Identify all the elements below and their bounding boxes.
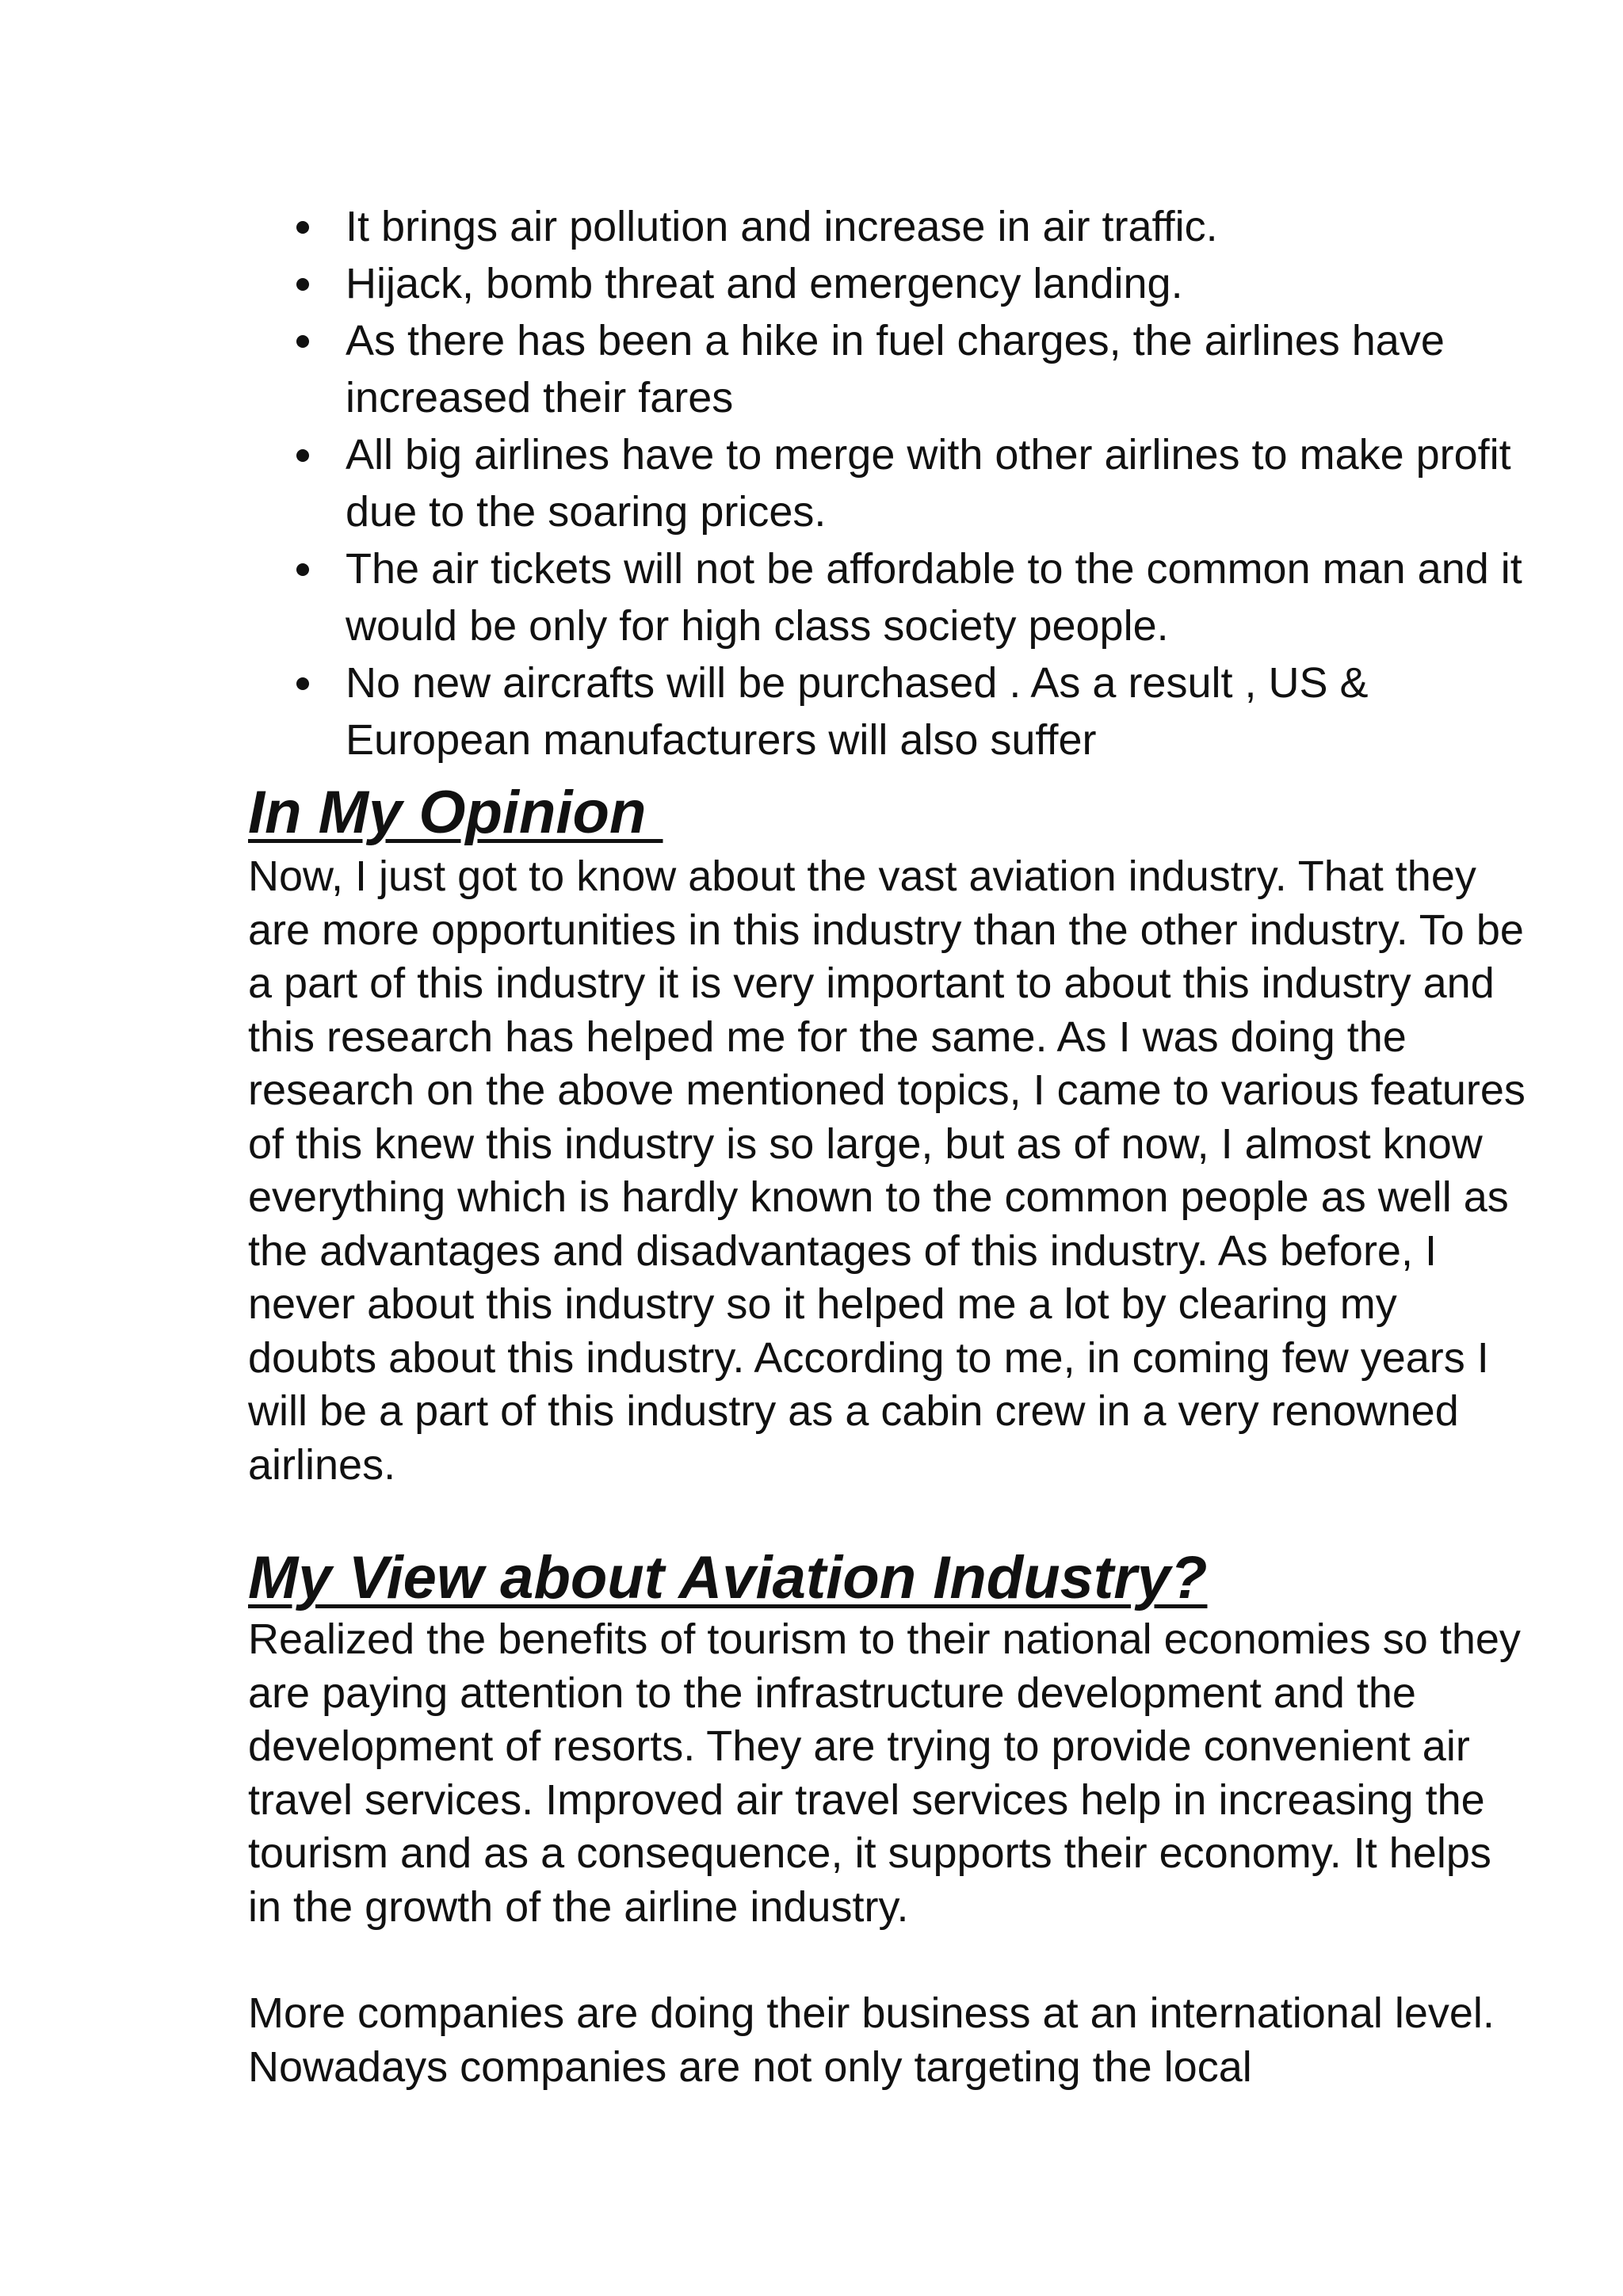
opinion-heading: In My Opinion — [248, 779, 663, 846]
bullet-item — [293, 312, 1529, 426]
bullet-item — [293, 540, 1529, 654]
bullet-item — [293, 654, 1529, 769]
view-heading: My View about Aviation Industry? — [248, 1544, 1208, 1611]
bullet-item — [293, 255, 1529, 312]
bullet-icon — [296, 278, 309, 291]
bullet-icon — [296, 449, 309, 462]
bullet-text: It brings air pollution and increase in air traffic. — [346, 203, 1218, 250]
bullet-text: The air tickets will not be affordable to the common man and it would be only for high class society people. — [346, 545, 1522, 650]
bullet-text: Hijack, bomb threat and emergency landing. — [346, 260, 1183, 307]
view-paragraph-1: Realized the benefits of tourism to their national economies so they are paying attention to the infrastructure development and the development of resorts. They are trying to provide convenient air travel services. Improved air travel services help in increasing the tourism and as a consequence, it supports their economy. It helps in the growth of the airline industry. — [248, 1615, 1521, 1931]
bullet-icon — [296, 563, 309, 576]
bullet-text: As there has been a hike in fuel charges, the airlines have increased their fares — [346, 317, 1445, 421]
bullet-item — [293, 198, 1529, 255]
bullet-icon — [296, 221, 309, 234]
bullet-text: All big airlines have to merge with other airlines to make profit due to the soaring prices. — [346, 431, 1511, 536]
disadvantages-bullet-list — [293, 198, 1529, 769]
bullet-text: No new aircrafts will be purchased . As a result , US & European manufacturers will also suffer — [346, 659, 1369, 764]
bullet-icon — [296, 677, 309, 690]
bullet-item — [293, 426, 1529, 540]
opinion-paragraph: Now, I just got to know about the vast aviation industry. That they are more opportunities in this industry than the other industry. To be a part of this industry it is very important to about this industry and this research has helped me for the same. As I was doing the research on the above mentioned topics, I came to various features of this knew this industry is so large, but as of now, I almost know everything which is hardly known to the common people as well as the advantages and disadvantages of this industry. As before, I never about this industry so it helped me a lot by clearing my doubts about this industry. According to me, in coming few years I will be a part of this industry as a cabin crew in a very renowned airlines. — [248, 852, 1526, 1489]
bullet-icon — [296, 335, 309, 348]
view-paragraph-2: More companies are doing their business at an international level. Nowadays companies are not only targeting the local — [248, 1989, 1495, 2091]
